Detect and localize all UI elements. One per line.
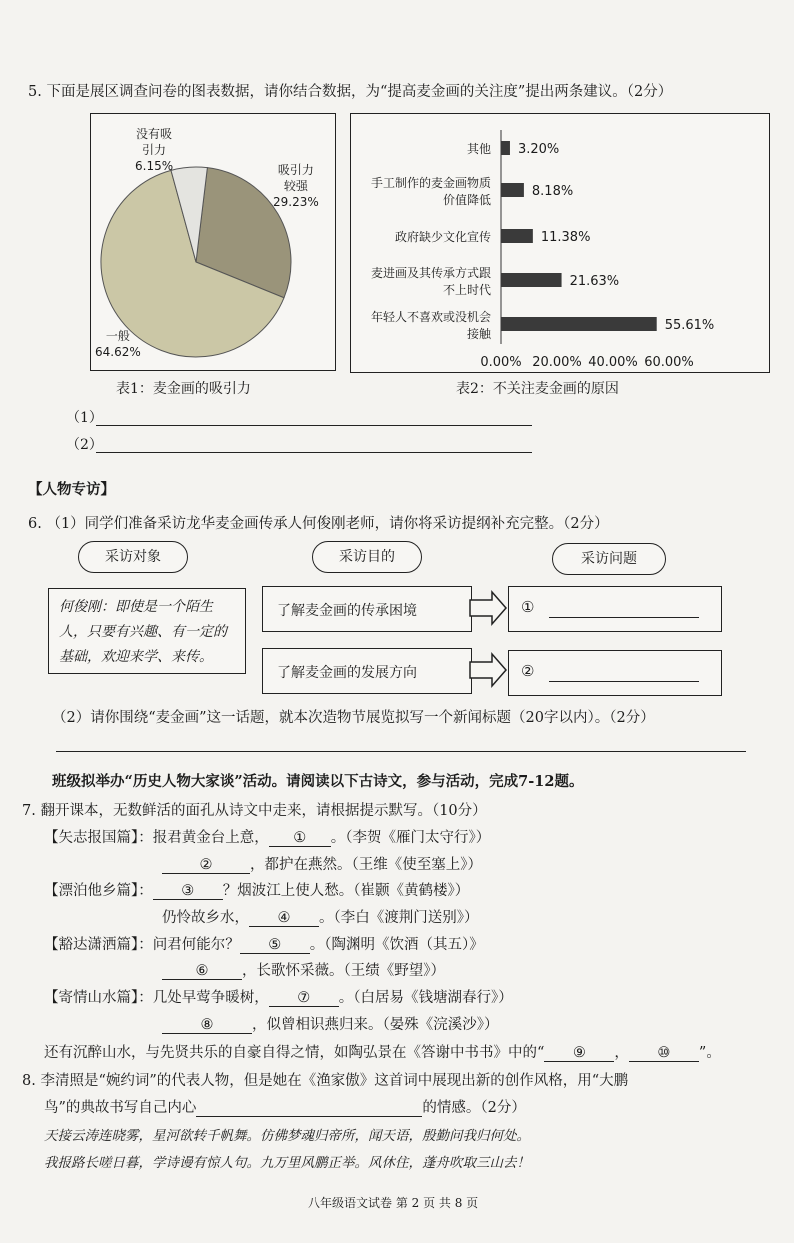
cloud-interview-subject: 采访对象 [78, 541, 188, 573]
q7-line-2: ② ，都护在燕然。（王维《使至塞上》） [162, 853, 482, 874]
bar-caption: 表2：不关注麦金画的原因 [456, 381, 619, 397]
bar-category-label-2: 价值降低 [442, 193, 491, 207]
question-box-2 [508, 650, 722, 696]
bar-value-label-4: 21.63% [569, 274, 620, 289]
question-box-1 [508, 586, 722, 632]
bar-category-label-4: 麦进画及其传承方式跟 [370, 266, 491, 280]
q7-line-5: 【豁达潇洒篇】：问君何能尔？ ⑤ 。（陶渊明《饮酒（其五）》 [44, 937, 484, 953]
bar-5 [501, 317, 657, 331]
bar-value-label-3: 11.38% [540, 230, 591, 245]
section-title: 【人物专访】 [28, 481, 115, 498]
bar-xtick-label: 0.00% [480, 355, 522, 370]
blank-7[interactable]: ⑦ [269, 990, 339, 1007]
bar-chart [351, 114, 769, 372]
bar-chart-box [350, 113, 770, 373]
bar-category-label-2: 手工制作的麦金画物质 [370, 176, 491, 190]
arrow-right-icon [470, 654, 506, 686]
subject-line-3: 基础，欢迎来学、来传。 [59, 649, 213, 665]
purpose-text-1: 了解麦金画的传承困境 [277, 603, 417, 619]
blank-2[interactable]: ② [162, 857, 250, 874]
q7-line-8: ⑧ ，似曾相识燕归来。（晏殊《浣溪沙》） [162, 1013, 499, 1034]
bar-xtick-label: 60.00% [644, 355, 694, 370]
pie-label-none: 没有吸 引力 6.15% [135, 127, 174, 173]
bar-value-label-1: 3.20% [517, 142, 560, 157]
answer-label-1: （1） [66, 410, 103, 426]
bar-xtick-label: 40.00% [588, 355, 638, 370]
purpose-text-2: 了解麦金画的发展方向 [277, 665, 417, 681]
bar-4 [501, 273, 562, 287]
pie-chart-box [90, 113, 336, 371]
answer-label-2: （2） [66, 437, 103, 453]
blank-9[interactable]: ⑨ [544, 1045, 614, 1062]
bar-category-label-4: 不上时代 [442, 283, 491, 297]
pie-label-strong: 吸引力 较强 29.23% [273, 163, 319, 209]
subject-line-2: 人，只要有兴趣、有一定的 [59, 624, 227, 640]
bar-category-label-5: 年轻人不喜欢或没机会 [370, 310, 491, 324]
purpose-box-1 [262, 586, 472, 632]
answer-line-1[interactable] [96, 425, 532, 426]
arrow-right-icon [470, 592, 506, 624]
subject-line-1: 何俊刚：即使是一个陌生 [59, 599, 213, 615]
purpose-box-2 [262, 648, 472, 694]
cloud-interview-question: 采访问题 [552, 543, 666, 575]
bar-category-label-3: 政府缺少文化宣传 [394, 230, 491, 244]
subject-box [48, 588, 246, 674]
pie-label-normal: 一般 64.62% [95, 329, 141, 359]
answer-line-2[interactable] [96, 452, 532, 453]
q7-stem: 7. 翻开课本，无数鲜活的面孔从诗文中走来，请根据提示默写。（10分） [22, 803, 487, 819]
q7-line-4: 仍怜故乡水， ④ 。（李白《渡荆门送别》） [162, 910, 479, 926]
bar-1 [501, 141, 510, 155]
bar-2 [501, 183, 524, 197]
poem-line-2: 我报路长嗟日暮，学诗谩有惊人句。九万里风鹏正举。风休住，蓬舟吹取三山去！ [44, 1155, 530, 1171]
bar-category-label-5: 接触 [466, 327, 491, 341]
q7-line-1: 【矢志报国篇】：报君黄金台上意， ① 。（李贺《雁门太守行》） [44, 830, 491, 846]
blank-q8[interactable] [196, 1116, 422, 1117]
headline-answer-line[interactable] [56, 751, 746, 752]
blank-6[interactable]: ⑥ [162, 963, 242, 980]
bar-value-label-2: 8.18% [531, 184, 574, 199]
q6-part1: 6. （1）同学们准备采访龙华麦金画传承人何俊刚老师，请你将采访提纲补充完整。（2分） [28, 516, 609, 532]
cloud-interview-purpose: 采访目的 [312, 541, 422, 573]
blank-1[interactable]: ① [269, 830, 331, 847]
q7-line-7: 【寄情山水篇】：几处早莺争暖树， ⑦ 。（白居易《钱塘湖春行》） [44, 990, 513, 1006]
q8-line-1: 8. 李清照是“婉约词”的代表人物，但是她在《渔家傲》这首词中展现出新的创作风格，用“大鹏 [22, 1073, 629, 1089]
activity-intro: 班级拟举办“历史人物大家谈”活动。请阅读以下古诗文，参与活动，完成7-12题。 [52, 773, 584, 790]
blank-4[interactable]: ④ [249, 910, 319, 927]
q7-line-6: ⑥ ，长歌怀采薇。（王绩《野望》） [162, 959, 445, 980]
q5-stem: 5. 下面是展区调查问卷的图表数据，请你结合数据，为“提高麦金画的关注度”提出两条建议。（2分） [28, 84, 673, 100]
poem-line-1: 天接云涛连晓雾，星河欲转千帆舞。仿佛梦魂归帝所，闻天语，殷勤问我归何处。 [44, 1128, 530, 1144]
bar-3 [501, 229, 533, 243]
blank-5[interactable]: ⑤ [240, 937, 310, 954]
question-num-2: ② [521, 662, 535, 680]
question-line-1[interactable] [549, 617, 699, 618]
bar-category-label-1: 其他 [466, 142, 491, 156]
q7-line-9: 还有沉醉山水，与先贤共乐的自豪自得之情，如陶弘景在《答谢中书书》中的“ ⑨ ， ⑩ ”。 [44, 1045, 721, 1061]
q7-line-3: 【漂泊他乡篇】： ③ ？烟波江上使人愁。（崔颢《黄鹤楼》） [44, 883, 470, 899]
pie-caption: 表1：麦金画的吸引力 [116, 381, 251, 397]
question-line-2[interactable] [549, 681, 699, 682]
blank-3[interactable]: ③ [153, 883, 223, 900]
bar-value-label-5: 55.61% [664, 318, 715, 333]
blank-8[interactable]: ⑧ [162, 1017, 252, 1034]
q6-part2: （2）请你围绕“麦金画”这一话题，就本次造物节展览拟写一个新闻标题（20字以内）。（2分） [52, 710, 655, 726]
page-footer: 八年级语文试卷 第 2 页 共 8 页 [308, 1196, 479, 1210]
bar-xtick-label: 20.00% [532, 355, 582, 370]
question-num-1: ① [521, 598, 535, 616]
blank-10[interactable]: ⑩ [629, 1045, 699, 1062]
q8-line-2: 鸟”的典故书写自己内心 的情感。（2分） [44, 1100, 526, 1116]
